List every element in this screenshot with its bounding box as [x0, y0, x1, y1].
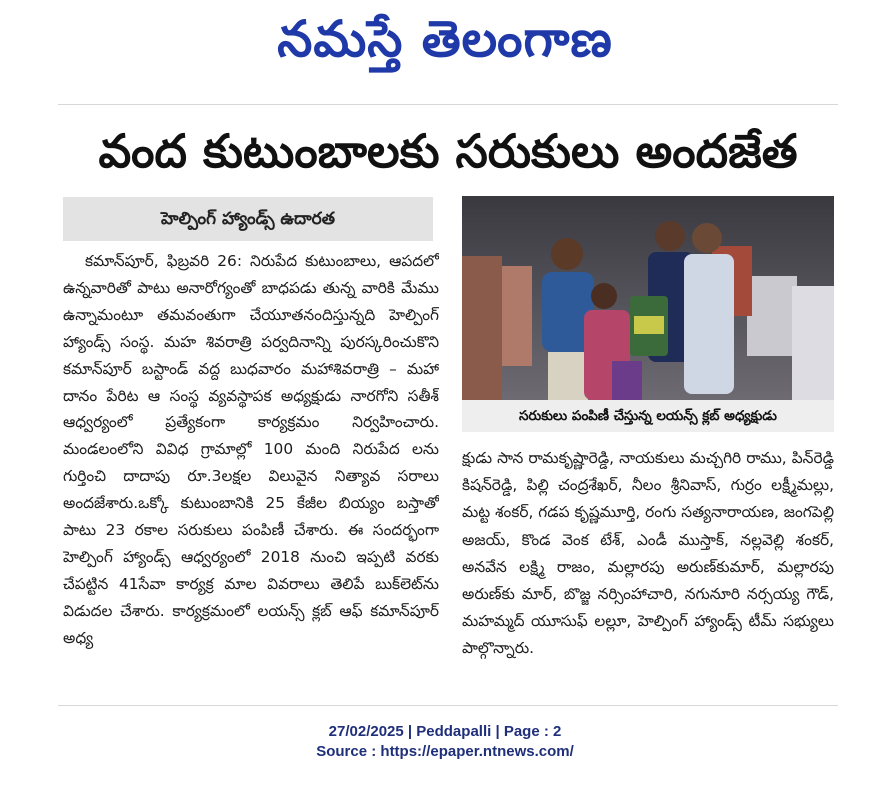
article-kicker: హెల్పింగ్ హ్యాండ్స్ ఉదారత [63, 197, 433, 241]
news-photo [462, 196, 834, 400]
masthead-title: నమస్తే తెలంగాణ [277, 10, 613, 68]
masthead-logo [0, 4, 890, 74]
photo-illustration [462, 196, 834, 400]
photo-caption: సరుకులు పంపిణీ చేస్తున్న లయన్స్ క్లబ్ అధ్యక్షుడు [462, 400, 834, 432]
article-body-right [462, 445, 834, 695]
footer-source-line: Source : https://epaper.ntnews.com/ [316, 743, 574, 760]
body-right-text: క్షుడు సాన రామకృష్ణారెడ్డి, నాయకులు మచ్చగిరి రాము, పిన్‌రెడ్డి కిషన్‌రెడ్డి, పిల్లి చంద్రశేఖర్, నీలం శ్రీనివాస్, గుర్రం లక్ష్మీమల్లు, మట్ట శంకర్, గడప కృష్ణమూర్తి, రంగు సత్యనారాయణ, జంగపెల్లి అజయ్, కొండ వెంక టేశ్, ఎండీ ముస్తాక్, నల్లవెల్లి శంకర్, అనవేన లక్ష్మి రాజం, మల్లారపు అరుణ్‌కుమార్, మల్లారపు అరుణ్‌కు మార్, బొజ్జ నర్సింహాచారి, నగునూరి నర్సయ్య గౌడ్, మహమ్మద్ యూసుఫ్ లల్లూ, హెల్పింగ్ హ్యాండ్స్ టీమ్ సభ్యులు పాల్గొన్నారు. [462, 449, 834, 658]
footer-edition-line: 27/02/2025 | Peddapalli | Page : 2 [328, 723, 562, 740]
article-headline: వంద కుటుంబాలకు సరుకులు అందజేత [98, 124, 798, 178]
top-divider [58, 104, 838, 105]
page-footer [0, 722, 890, 762]
article-body-left [63, 248, 439, 700]
body-left-text: కమాన్‌పూర్, ఫిబ్రవరి 26: నిరుపేద కుటుంబాలు, ఆపదలో ఉన్నవారితో పాటు అనారోగ్యంతో బాధపడు తున్న వారికి మేము ఉన్నామంటూ తమవంతుగా చేయూతనందిస్తున్నది హెల్పింగ్ హ్యాండ్స్ సంస్థ. మహ శివరాత్రి పర్వదినాన్ని పురస్కరించుకొని కమాన్‌పూర్ బస్టాండ్ వద్ద బుధవారం మహాశివరాత్రి – మహా దానం పేరిట ఆ సంస్థ వ్యవస్థాపక అధ్యక్షుడు నారగోని సతీశ్ ఆధ్వర్యంలో ప్రత్యేకంగా కార్యక్రమం నిర్వహించారు. మండలంలోని వివిధ గ్రామాల్లో 100 మంది నిరుపేద లను గుర్తించి దాదాపు రూ.3లక్షల విలువైన నిత్యావ సరాలు అందజేశారు.ఒక్కో కుటుంబానికి 25 కేజీల బియ్యం బస్తాతో పాటు 23 రకాల సరుకులు పంపిణీ చేశారు. ఈ సందర్భంగా హెల్పింగ్ హ్యాండ్స్ ఆధ్వర్యంలో 2018 నుంచి ఇప్పటి వరకు చేపట్టిన 41సేవా కార్యక్ర మాల వివరాలు తెలిపే బుక్‌లెట్‌ను విడుదల చేశారు. కార్యక్రమంలో లయన్స్ క్లబ్ ఆఫ్ కమాన్‌పూర్ అధ్య [63, 252, 439, 647]
bottom-divider [58, 705, 838, 706]
